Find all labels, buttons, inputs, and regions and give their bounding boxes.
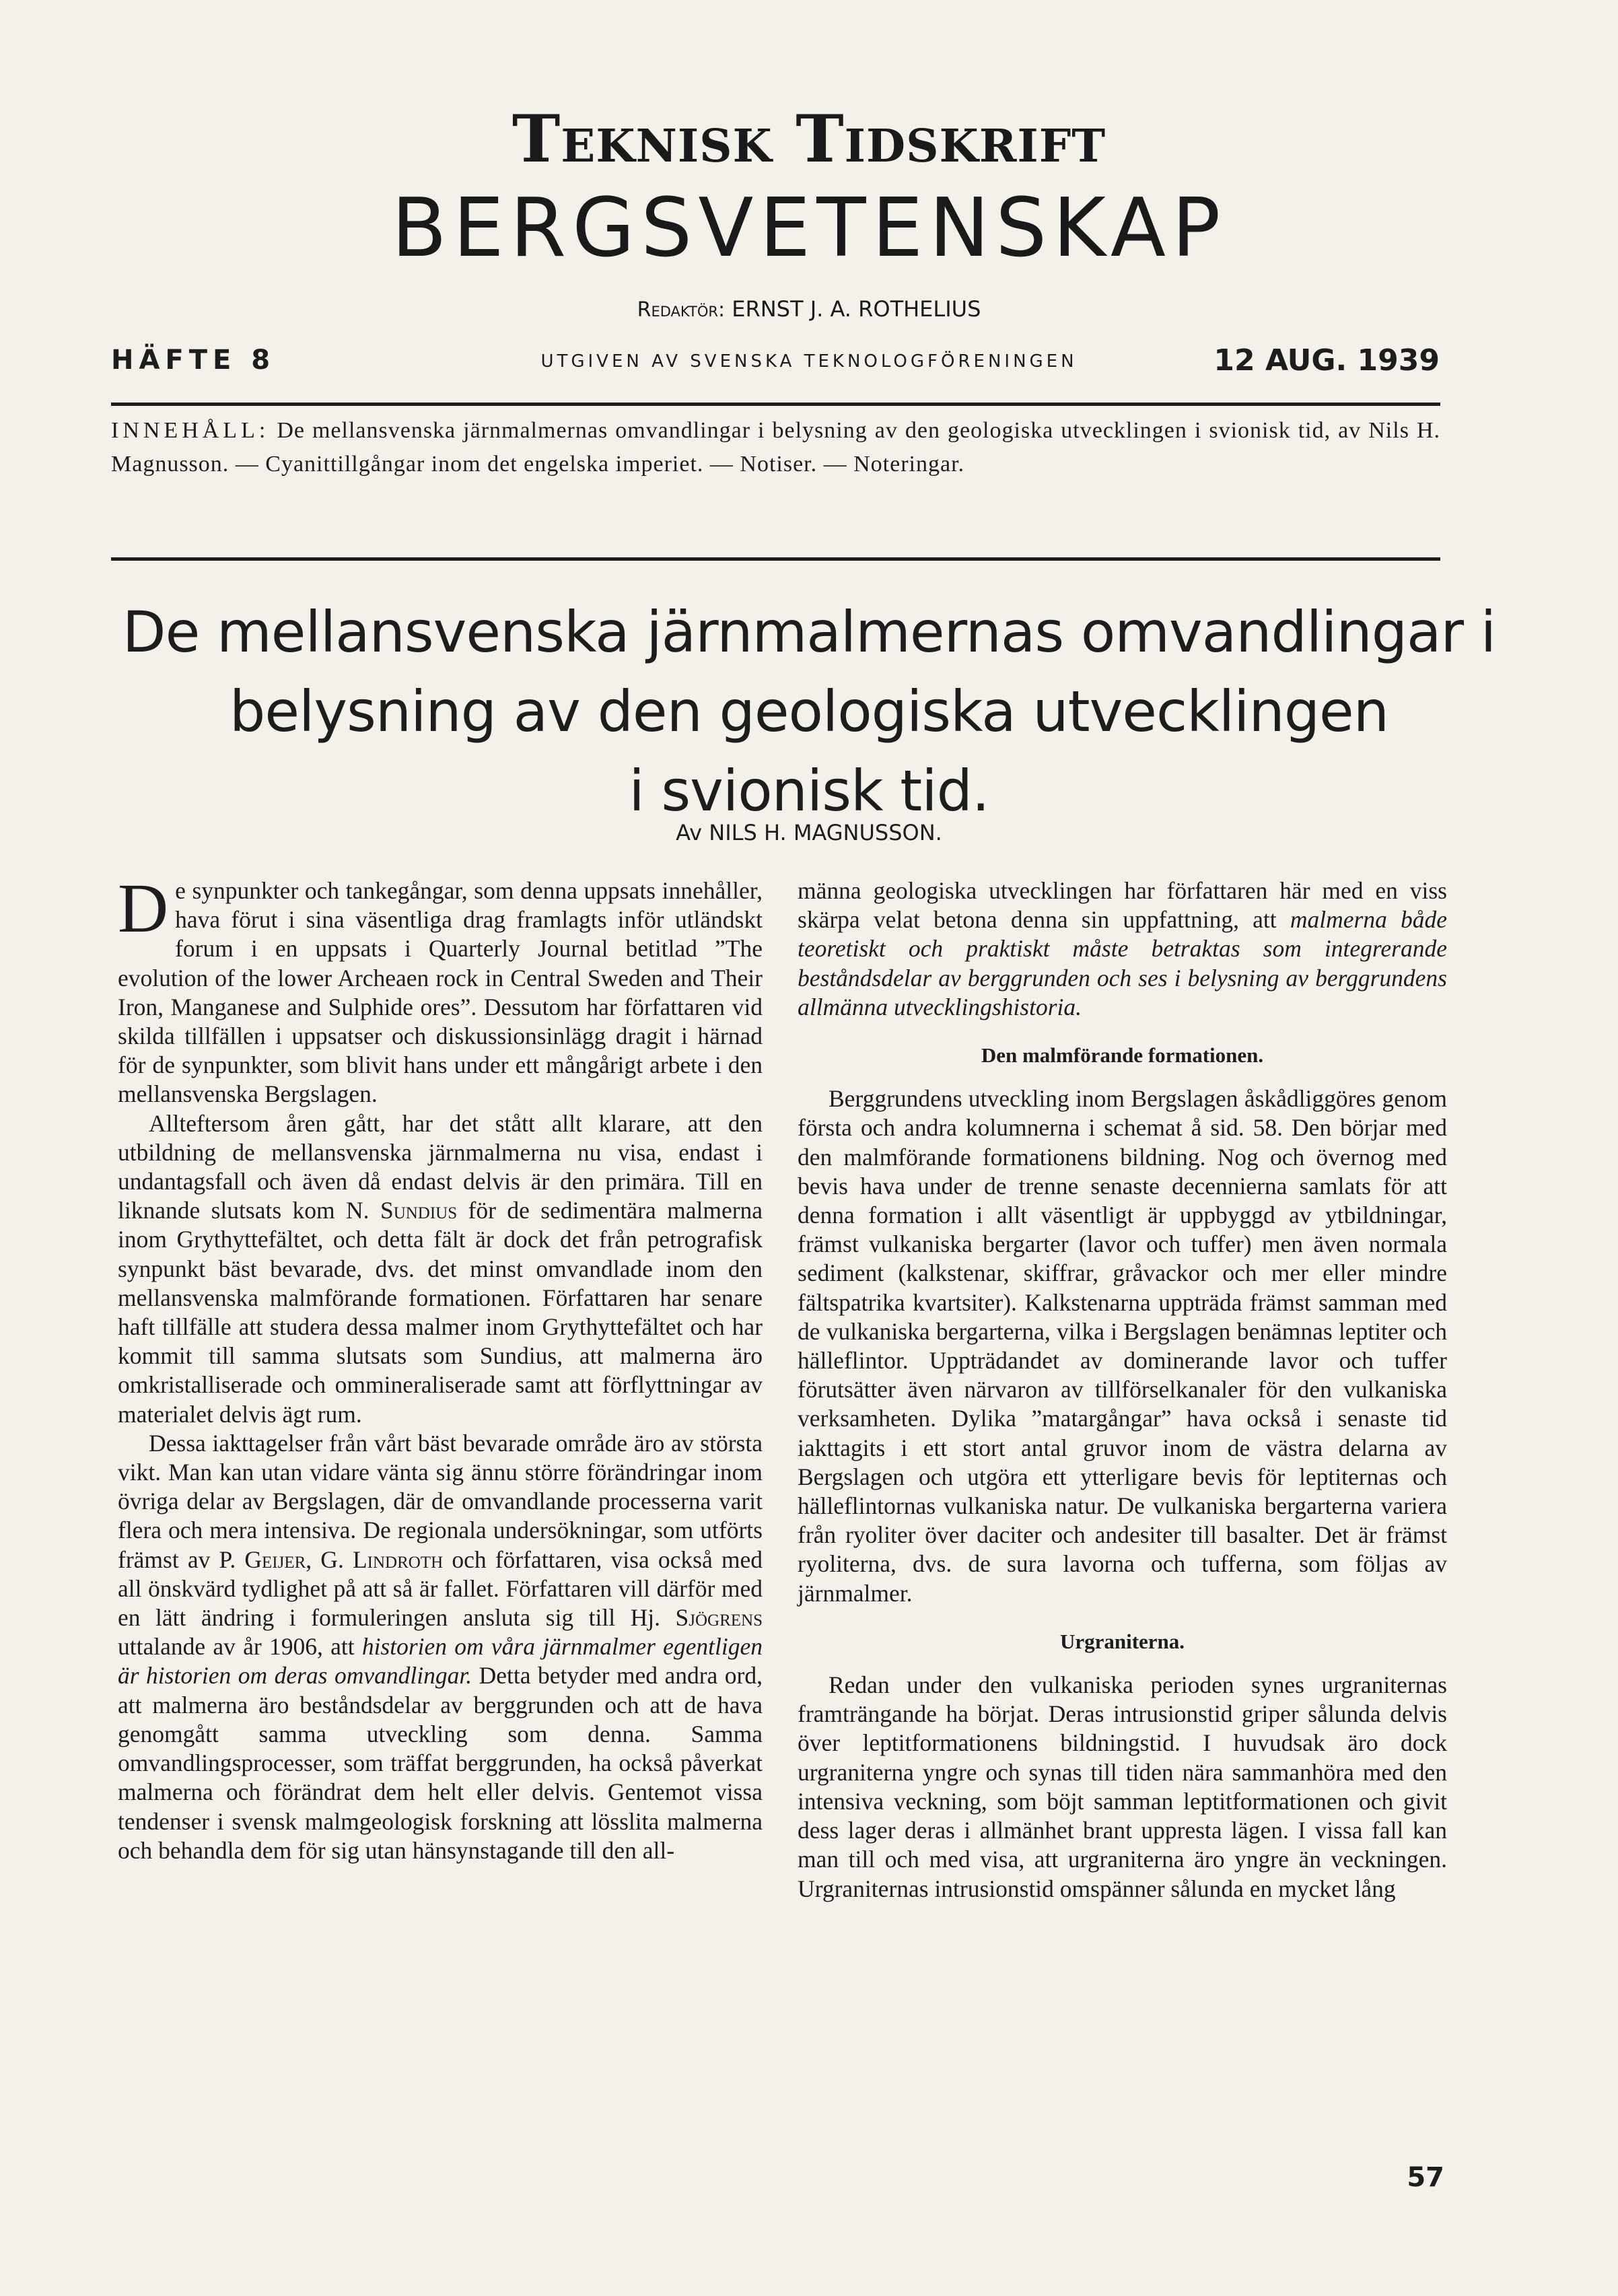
editor-name: ERNST J. A. ROTHELIUS <box>732 296 981 322</box>
paragraph-text: och författaren, visa också med all önskvärd tydlighet på att så är fallet. Författaren vill därför med en lätt ändring i formuleringen ansluta sig till Hj. <box>118 1545 763 1632</box>
editor-line <box>0 296 1618 322</box>
paragraph-text: för de sedimentära malmerna inom Grythyttefältet, och detta fält är dock det från petrografisk synpunkt bäst bevarade, dvs. det minst omvandlade inom den mellansvenska malmförande formationen. Författaren har senare haft tillfälle att studera dessa malmer inom Grythyttefältet och har kommit till samma slutsats som Sundius, att malmerna äro omkristalliserade och ommineraliserade samt att förflyttningar av materialet delvis ägt rum. <box>118 1197 763 1428</box>
paragraph-text: männa geologiska utvecklingen har författaren här med en viss skärpa velat betona denna sin uppfattning, att <box>798 877 1447 934</box>
paragraph <box>118 1429 763 1865</box>
paragraph <box>798 876 1447 1022</box>
paragraph-text: e synpunkter och tankegångar, som denna uppsats innehåller, hava förut i sina väsentliga drag framlagts inför utländskt forum i en uppsats i Quarterly Journal betitlad ”The evolution of the lower Archeaen rock in Central Sweden and Their Iron, Manganese and Sulphide ores”. Dessutom har författaren vid skilda tillfällen i uppsatser och diskussionsinlägg dragit i härnad för de synpunkter, som blivit hans under ett mångårigt arbete i den mellansvenska Bergslagen. <box>118 877 763 1108</box>
author-name: NILS H. MAGNUSSON. <box>709 820 942 845</box>
header-rule-top <box>111 403 1440 406</box>
page-number: 57 <box>1407 2162 1444 2193</box>
paragraph-text: Allteftersom åren gått, har det stått allt klarare, att den utbildning de mellansvenska järnmalmerna nu visa, endast i undantagsfall och även då endast delvis är den primära. Till en liknande slutsats kom N. <box>118 1109 763 1224</box>
italic-emphasis: malmerna både teoretiskt och praktiskt måste betraktas som integrerande beståndsdelar av berggrunden och ses i belysning av berggrundens allmänna utvecklingshistoria. <box>798 906 1448 1020</box>
title-line-3: i svionisk tid. <box>629 758 989 824</box>
issue-number: HÄFTE 8 <box>111 345 276 376</box>
byline-prefix: Av <box>676 820 703 845</box>
table-of-contents <box>111 414 1440 481</box>
issue-date: 12 AUG. 1939 <box>1214 343 1440 378</box>
author-reference: Geijer <box>244 1545 306 1573</box>
article-title <box>108 592 1510 831</box>
paragraph-text: uttalande av år 1906, att <box>118 1633 355 1661</box>
paragraph: Redan under den vulkaniska perioden synes urgraniternas framträngande ha börjat. Deras intrusionstid griper sålunda delvis över leptitformationens bildningstid. I huvudsak äro dock urgraniterna yngre och synas till tiden nära sammanhöra med den intensiva veckning, som böjt samman leptitformationen och givit dess lager deras i allmänhet brant uppresta lägen. I vissa fall kan man till och med visa, att urgraniterna äro yngre än veckningen. Urgraniternas intrusionstid omspänner sålunda en mycket lång <box>798 1671 1447 1902</box>
paragraph: Berggrundens utveckling inom Bergslagen åskådliggöres genom första och andra kolumnerna i schemat å sid. 58. Den börjar med den malmförande formationens bildning. Nog och övernog med bevis hava under de trenne senaste decennierna samlats för att denna formation i allt väsentligt är uppbyggd av ytbildningar, främst vulkaniska bergarter (lavor och tuffer) men även normala sediment (kalkstenar, skiffrar, gråvackor och mer eller mindre fältspatrika kvartsiter). Kalkstenarna uppträda främst samman med de vulkaniska bergarterna, vilka i Bergslagen benämnas leptiter och hälleflintor. Uppträdandet av dominerande lavor och tuffer förutsätter även närvaron av tillförselkanaler för den vulkaniska verksamheten. Dylika ”matargångar” hava också i senaste tid iakttagits i ett stort antal gruvor inom de västra delarna av Bergslagen och utgöra ett ytterligare bevis för leptiternas och hälleflintornas vulkaniska natur. De vulkaniska bergarterna variera från ryoliter över daciter och andesiter till basalter. Det är främst ryoliterna, dvs. de sura lavorna och tufferna, som följas av järnmalmer. <box>798 1085 1447 1607</box>
editor-prefix: Redaktör: <box>637 298 726 322</box>
byline <box>0 820 1618 845</box>
contents-heading: INNEHÅLL: <box>111 418 270 443</box>
contents-text: De mellansvenska järnmalmernas omvandlingar i belysning av den geologiska utvecklingen i svionisk tid, av Nils H. Magnusson. — Cyanittillgångar inom det engelska imperiet. — Notiser. — Noteringar. <box>111 418 1440 477</box>
paragraph-text: , G. <box>306 1545 344 1573</box>
paragraph <box>118 1109 763 1429</box>
publisher-line: UTGIVEN AV SVENSKA TEKNOLOGFÖRENINGEN <box>540 351 1078 372</box>
title-line-1: De mellansvenska järnmalmernas omvandlingar i <box>122 599 1496 665</box>
author-reference: Sundius <box>380 1197 458 1224</box>
section-title: BERGSVETENSKAP <box>391 182 1227 275</box>
paragraph-text: Dessa iakttagelser från vårt bäst bevarade område äro av största vikt. Man kan utan vidare vänta sig ännu större förändringar inom övriga delar av Bergslagen, där de omvandlande processerna varit flera och mera intensiva. De regionala undersökningar, som utförts främst av P. <box>118 1429 763 1573</box>
header-rule-bottom <box>111 557 1440 561</box>
paragraph <box>118 870 763 1109</box>
journal-title: Teknisk Tidskrift <box>512 101 1106 177</box>
author-reference: Sjögrens <box>675 1604 763 1632</box>
author-reference: Lindroth <box>352 1545 444 1573</box>
article-column-left <box>118 870 763 1865</box>
subheading: Den malmförande formationen. <box>981 1043 1264 1068</box>
article-column-right <box>798 876 1447 1904</box>
paragraph-text: Detta betyder med andra ord, att malmerna äro beståndsdelar av berggrunden och att de hava genomgått samma utveckling som denna. Samma omvandlingsprocesser, som träffat berggrunden, ha också påverkat malmerna och förändrat dem helt eller delvis. Gentemot vissa tendenser i svensk malmgeologisk forskning att lösslita malmerna och behandla dem för sig utan hänsynstagande till den all- <box>118 1662 763 1864</box>
italic-quote: historien om våra järnmalmer egentligen är historien om deras omvandlingar. <box>118 1633 763 1690</box>
title-line-2: belysning av den geologiska utvecklingen <box>230 679 1388 744</box>
subheading: Urgraniterna. <box>1059 1629 1185 1653</box>
drop-cap: D <box>118 870 169 947</box>
